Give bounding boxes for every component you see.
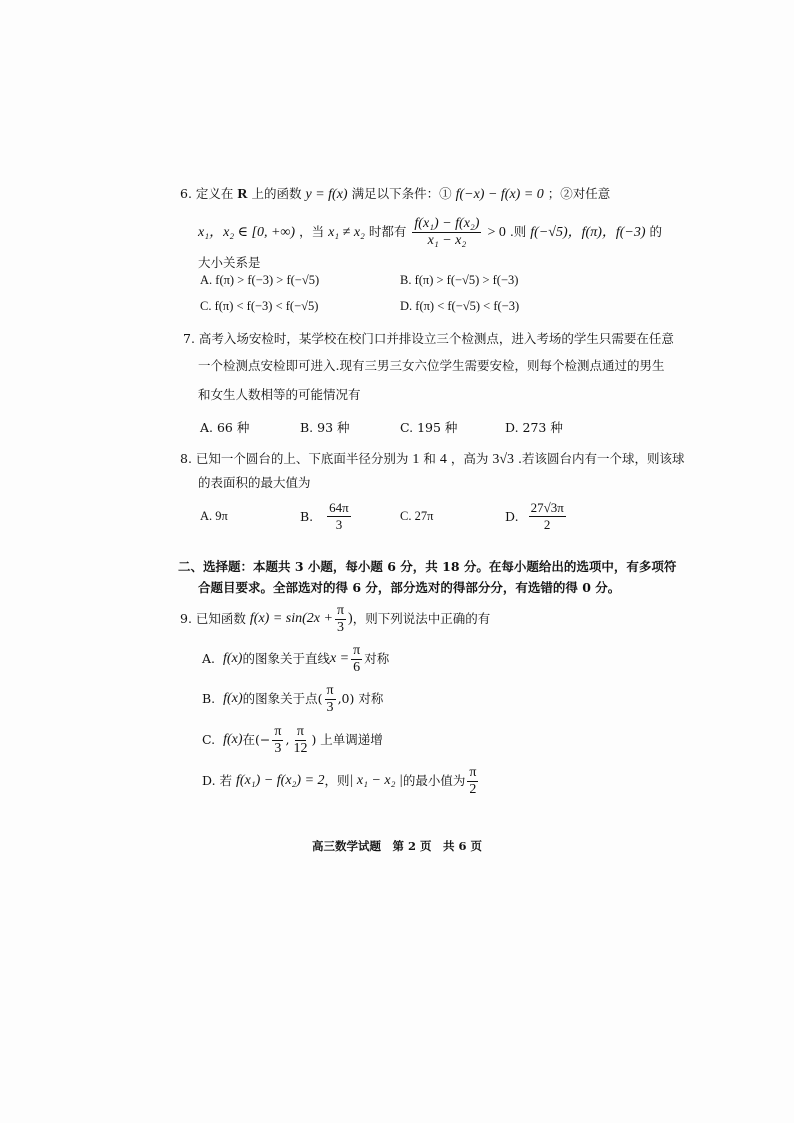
- q8-option-c: C. 27π: [400, 509, 434, 523]
- q8-option-b: [300, 500, 353, 533]
- q8-r1: 1: [412, 452, 420, 467]
- q9-a-num: π: [353, 642, 361, 658]
- q8-text: .若该圆台内有一个球，则该球: [518, 451, 685, 466]
- q7-option-a: A. 66 种: [200, 420, 250, 435]
- q8-optd-label: D.: [505, 509, 519, 524]
- q8-text: ，高为: [450, 451, 489, 466]
- section2-line2: 合题目要求。全部选对的得 6 分，部分选对的得部分分，有选错的得 0 分。: [198, 580, 621, 595]
- q9-func: f(x) = sin(2x +: [249, 611, 333, 626]
- q8-text: 8. 已知一个圆台的上、下底面半径分别为: [180, 451, 409, 466]
- q9-b-den: 3: [326, 699, 334, 715]
- q8-optb-label: B.: [300, 509, 314, 524]
- q9-b-frac: [325, 683, 336, 716]
- q7-option-b: B. 93 种: [300, 420, 350, 435]
- q6-R: R: [237, 187, 248, 202]
- q9-c-frac1: [272, 724, 283, 757]
- q7-option-d: D. 273 种: [505, 420, 563, 435]
- q9-text: ，则: [324, 773, 350, 788]
- q9-text: 9. 已知函数: [180, 611, 246, 626]
- q6-vars: x₁，x₂ ∈ [0, +∞): [198, 225, 296, 240]
- q6-option-d: D. f(π) < f(−√5) < f(−3): [400, 299, 520, 313]
- q7-line2: 一个检测点安检即可进入.现有三男三女六位学生需要安检，则每个检测点通过的男生: [198, 358, 665, 373]
- page-footer: 高三数学试题 第 2 页 共 6 页: [311, 839, 483, 853]
- q9-a-func: f(x): [223, 651, 243, 666]
- q7-line3: 和女生人数相等的可能情况有: [198, 387, 361, 402]
- q6-line3: 大小关系是: [198, 255, 261, 270]
- q9-d-frac: [467, 765, 478, 798]
- q6-eq: f(−x) − f(x) = 0: [455, 187, 544, 202]
- q9-text: ) 上单调递增: [311, 732, 383, 747]
- q6-text: 时都有: [368, 224, 407, 239]
- q9-stem: [180, 602, 490, 636]
- q9-option-a: [202, 642, 389, 676]
- section2-line1: 二、选择题：本题共 3 小题，每小题 6 分，共 18 分。在每小题给出的选项中，有多项符: [178, 559, 677, 574]
- q8-text: 和: [423, 451, 436, 466]
- q6-text: ；②对任意: [547, 186, 611, 201]
- q9-c-den1: 3: [274, 740, 282, 756]
- q8-optb-num: 64π: [329, 500, 349, 515]
- q6-gt: > 0: [487, 225, 506, 240]
- q6-text: 的: [649, 224, 663, 239]
- q6-text: 满足以下条件：①: [351, 186, 452, 201]
- q8-option-d: [505, 500, 568, 533]
- q7-option-c: C. 195 种: [400, 420, 458, 435]
- q9-c-label: C.: [202, 732, 216, 747]
- q9-a-x: x =: [329, 651, 350, 666]
- q6-option-c: C. f(π) < f(−3) < f(−√5): [200, 299, 319, 313]
- q9-text: 的图象关于直线: [242, 651, 330, 666]
- q9-c-frac2: [291, 724, 309, 757]
- q6-text: 6. 定义在: [180, 186, 234, 201]
- q9-text: 的最小值为: [402, 773, 466, 788]
- q6-line1: [180, 185, 610, 204]
- q9-c-den2: 12: [293, 740, 308, 756]
- q8-line1: [180, 450, 685, 469]
- q8-option-a: A. 9π: [200, 509, 228, 523]
- q6-frac-den: x₁ − x₂: [427, 233, 467, 248]
- q9-a-den: 6: [353, 659, 361, 675]
- q9-option-d: [202, 764, 480, 798]
- q9-text: 对称: [364, 651, 390, 666]
- q9-d-abs: | x₁ − x₂ |: [349, 773, 403, 788]
- q9-d-num: π: [469, 764, 477, 780]
- q9-stem-frac: [335, 603, 346, 636]
- q6-option-a: A. f(π) > f(−3) > f(−√5): [200, 273, 320, 287]
- q9-c-comma: ,: [285, 732, 290, 747]
- q6-option-b: B. f(π) > f(−√5) > f(−3): [400, 273, 519, 287]
- q6-text: 上的函数: [251, 186, 302, 201]
- q9-b-label: B.: [202, 691, 216, 706]
- q8-height: 3√3: [492, 452, 515, 467]
- q6-text: .则: [509, 224, 527, 239]
- q6-neq: x₁ ≠ x₂: [328, 225, 365, 240]
- q6-fraction: [412, 216, 481, 249]
- q9-c-num1: π: [274, 723, 282, 739]
- q8-r2: 4: [439, 452, 447, 467]
- q9-stem-den: 3: [336, 619, 344, 635]
- q8-optb-den: 3: [335, 517, 343, 532]
- q9-b-num: π: [326, 682, 334, 698]
- q6-text: ，当: [299, 224, 325, 239]
- q9-text: 的图象关于点(: [242, 691, 323, 706]
- q7-line1: 7. 高考入场安检时，某学校在校门口并排设立三个检测点，进入考场的学生只需要在任意: [183, 331, 674, 346]
- q8-optb-frac: [327, 500, 351, 533]
- q6-frac-num: f(x₁) − f(x₂): [414, 216, 480, 231]
- q9-d-eq: f(x₁) − f(x₂) = 2: [236, 773, 325, 788]
- q8-optd-den: 2: [543, 517, 551, 532]
- q8-line2: 的表面积的最大值为: [198, 475, 311, 490]
- q9-option-c: [202, 723, 383, 757]
- q9-stem-num: π: [336, 602, 345, 618]
- q9-c-func: f(x): [223, 732, 243, 747]
- q8-optd-frac: [529, 500, 566, 533]
- q6-line2: [198, 215, 662, 250]
- q9-b-func: f(x): [223, 691, 243, 706]
- q9-a-label: A.: [202, 651, 216, 666]
- q9-text: ，则下列说法中正确的有: [352, 611, 491, 626]
- q6-vals: f(−√5)，f(π)，f(−3): [530, 225, 646, 240]
- q9-paren: ): [348, 611, 353, 626]
- q9-text: 在(−: [242, 732, 271, 747]
- q9-a-frac: [351, 643, 362, 676]
- q6-func: y = f(x): [305, 187, 348, 202]
- q9-d-label: D. 若: [202, 773, 233, 788]
- q9-option-b: [202, 682, 383, 716]
- q9-d-den: 2: [469, 781, 477, 797]
- q9-c-num2: π: [296, 723, 304, 739]
- q8-optd-num: 27√3π: [530, 500, 564, 515]
- q9-text: ,0) 对称: [337, 691, 384, 706]
